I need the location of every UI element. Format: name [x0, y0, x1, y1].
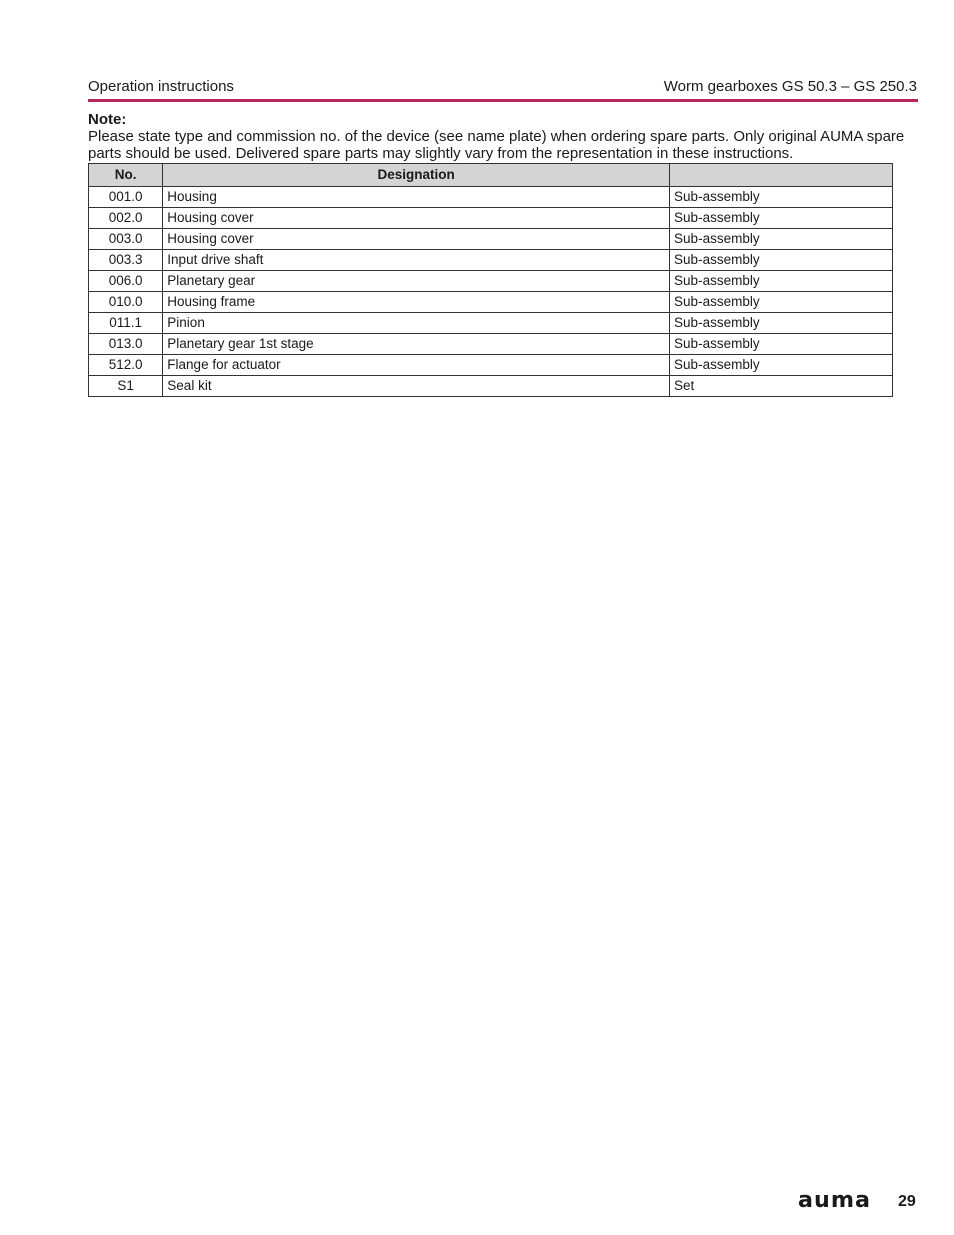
table-row: [89, 229, 893, 250]
part-designation: Input drive shaft: [163, 250, 670, 271]
auma-logo: [798, 1188, 872, 1212]
header-rule: [88, 99, 918, 102]
header-document-type: Operation instructions: [88, 78, 234, 95]
part-number: S1: [89, 376, 163, 397]
note-block: [88, 111, 918, 162]
table-row: [89, 292, 893, 313]
part-type: Sub-assembly: [670, 271, 893, 292]
part-designation: Housing: [163, 187, 670, 208]
note-text: Please state type and commission no. of the device (see name plate) when ordering spare parts. Only original AUMA spare parts should be used. Delivered spare parts may slightly vary from the representation in these instructions.: [88, 128, 905, 162]
part-number: 512.0: [89, 355, 163, 376]
part-designation: Planetary gear 1st stage: [163, 334, 670, 355]
column-header-no: No.: [89, 164, 163, 187]
table-row: [89, 376, 893, 397]
column-header-type: [670, 164, 893, 187]
part-designation: Housing frame: [163, 292, 670, 313]
page-header: [88, 77, 917, 99]
part-number: 011.1: [89, 313, 163, 334]
part-number: 002.0: [89, 208, 163, 229]
table-row: [89, 271, 893, 292]
table-header-row: [89, 164, 893, 187]
part-type: Sub-assembly: [670, 334, 893, 355]
part-type: Sub-assembly: [670, 208, 893, 229]
part-type: Sub-assembly: [670, 229, 893, 250]
part-number: 003.3: [89, 250, 163, 271]
part-type: Set: [670, 376, 893, 397]
note-label: Note:: [88, 111, 127, 128]
table-row: [89, 187, 893, 208]
part-type: Sub-assembly: [670, 250, 893, 271]
part-type: Sub-assembly: [670, 355, 893, 376]
part-designation: Seal kit: [163, 376, 670, 397]
part-designation: Housing cover: [163, 229, 670, 250]
part-designation: Planetary gear: [163, 271, 670, 292]
table-row: [89, 250, 893, 271]
table-row: [89, 208, 893, 229]
logo-wordmark: auma: [798, 1188, 871, 1212]
column-header-designation: Designation: [163, 164, 670, 187]
header-product-title: Worm gearboxes GS 50.3 – GS 250.3: [663, 78, 917, 95]
part-designation: Pinion: [163, 313, 670, 334]
part-designation: Housing cover: [163, 208, 670, 229]
part-designation: Flange for actuator: [163, 355, 670, 376]
table-row: [89, 334, 893, 355]
part-number: 001.0: [89, 187, 163, 208]
part-number: 003.0: [89, 229, 163, 250]
part-type: Sub-assembly: [670, 292, 893, 313]
part-type: Sub-assembly: [670, 187, 893, 208]
table-row: [89, 313, 893, 334]
spare-parts-table: [88, 163, 893, 397]
table-row: [89, 355, 893, 376]
part-number: 013.0: [89, 334, 163, 355]
part-type: Sub-assembly: [670, 313, 893, 334]
page-number: 29: [898, 1193, 916, 1210]
part-number: 006.0: [89, 271, 163, 292]
part-number: 010.0: [89, 292, 163, 313]
